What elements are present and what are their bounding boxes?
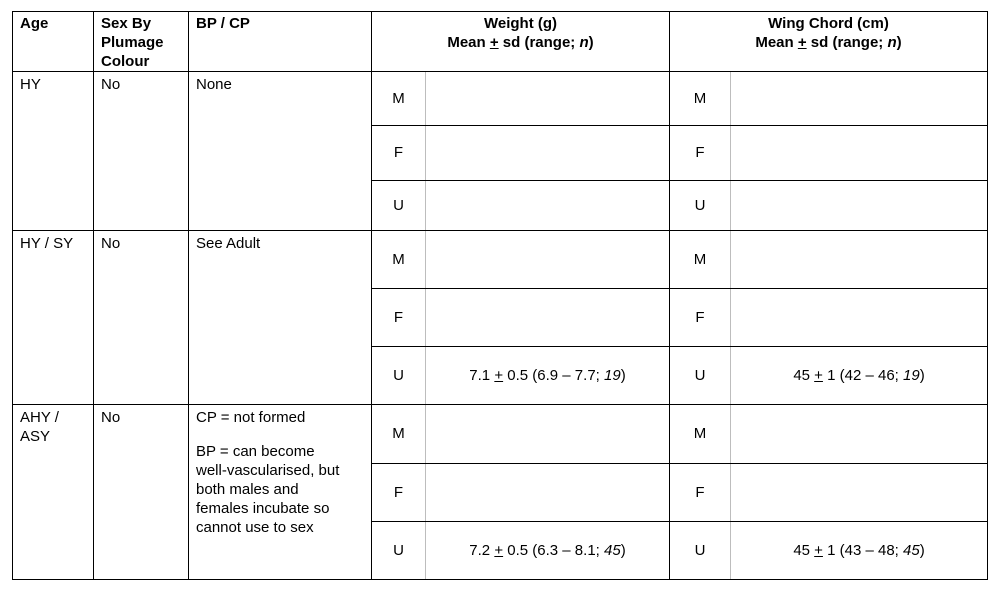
wing-value-cell	[731, 405, 988, 463]
bp-cp-cell	[189, 405, 372, 580]
age-cell: HY / SY	[13, 230, 94, 405]
wing-sex-cell: U	[670, 521, 731, 579]
weight-value-cell	[426, 288, 670, 346]
header-weight	[372, 12, 670, 72]
table-row	[13, 230, 988, 288]
header-sex-line-1: Sex By	[101, 15, 152, 32]
bp-cp-cell: None	[189, 72, 372, 231]
header-weight-title: Weight (g)	[483, 15, 558, 32]
header-sex-line-2: Plumage	[101, 34, 164, 51]
header-weight-stats: Mean + sd (range; n)	[447, 34, 594, 51]
weight-sex-cell: F	[372, 463, 426, 521]
weight-value-cell	[426, 230, 670, 288]
bp-note-line-4: females incubate so	[196, 500, 330, 518]
wing-sex-cell: M	[670, 72, 731, 126]
wing-sex-cell: F	[670, 288, 731, 346]
wing-sex-cell: M	[670, 230, 731, 288]
age-cell: HY	[13, 72, 94, 231]
wing-value-cell	[731, 230, 988, 288]
bp-cp-cell: See Adult	[189, 230, 372, 405]
weight-sex-cell: M	[372, 72, 426, 126]
age-line-2: ASY	[20, 428, 51, 446]
weight-sex-cell: F	[372, 288, 426, 346]
weight-value-cell	[426, 405, 670, 463]
bp-note-line-5: cannot use to sex	[196, 519, 314, 537]
bp-note-line-1: BP = can become	[196, 443, 315, 461]
wing-value-cell: 45 + 1 (43 – 48; 45)	[731, 521, 988, 579]
header-wing-chord	[670, 12, 988, 72]
weight-sex-cell: M	[372, 405, 426, 463]
weight-sex-cell: U	[372, 347, 426, 405]
weight-sex-cell: U	[372, 180, 426, 230]
weight-sex-cell: M	[372, 230, 426, 288]
wing-value-cell	[731, 180, 988, 230]
weight-value-cell: 7.2 + 0.5 (6.3 – 8.1; 45)	[426, 521, 670, 579]
weight-sex-cell: F	[372, 126, 426, 180]
weight-sex-cell: U	[372, 521, 426, 579]
age-line-1: AHY /	[20, 409, 59, 427]
header-age: Age	[13, 12, 94, 72]
header-wing-stats: Mean + sd (range; n)	[755, 34, 902, 51]
header-bp-cp: BP / CP	[189, 12, 372, 72]
header-sex-by-plumage	[94, 12, 189, 72]
header-sex-line-3: Colour	[101, 53, 150, 70]
wing-sex-cell: M	[670, 405, 731, 463]
weight-value-cell: 7.1 + 0.5 (6.9 – 7.7; 19)	[426, 347, 670, 405]
wing-sex-cell: F	[670, 463, 731, 521]
sex-plumage-cell: No	[94, 72, 189, 231]
sex-plumage-cell: No	[94, 230, 189, 405]
wing-value-cell	[731, 126, 988, 180]
wing-sex-cell: U	[670, 347, 731, 405]
bp-note-line-3: both males and	[196, 481, 299, 499]
wing-value-cell	[731, 463, 988, 521]
header-row	[13, 12, 988, 72]
sex-plumage-cell: No	[94, 405, 189, 580]
wing-value-cell: 45 + 1 (42 – 46; 19)	[731, 347, 988, 405]
table-row	[13, 72, 988, 126]
wing-sex-cell: F	[670, 126, 731, 180]
wing-value-cell	[731, 72, 988, 126]
weight-value-cell	[426, 72, 670, 126]
morphometrics-table	[12, 11, 988, 580]
weight-value-cell	[426, 180, 670, 230]
weight-value-cell	[426, 463, 670, 521]
bp-note-line-2: well-vascularised, but	[196, 462, 340, 480]
table-row	[13, 405, 988, 463]
age-cell	[13, 405, 94, 580]
wing-sex-cell: U	[670, 180, 731, 230]
wing-value-cell	[731, 288, 988, 346]
weight-value-cell	[426, 126, 670, 180]
header-wing-title: Wing Chord (cm)	[768, 15, 889, 32]
cp-note: CP = not formed	[196, 409, 306, 427]
